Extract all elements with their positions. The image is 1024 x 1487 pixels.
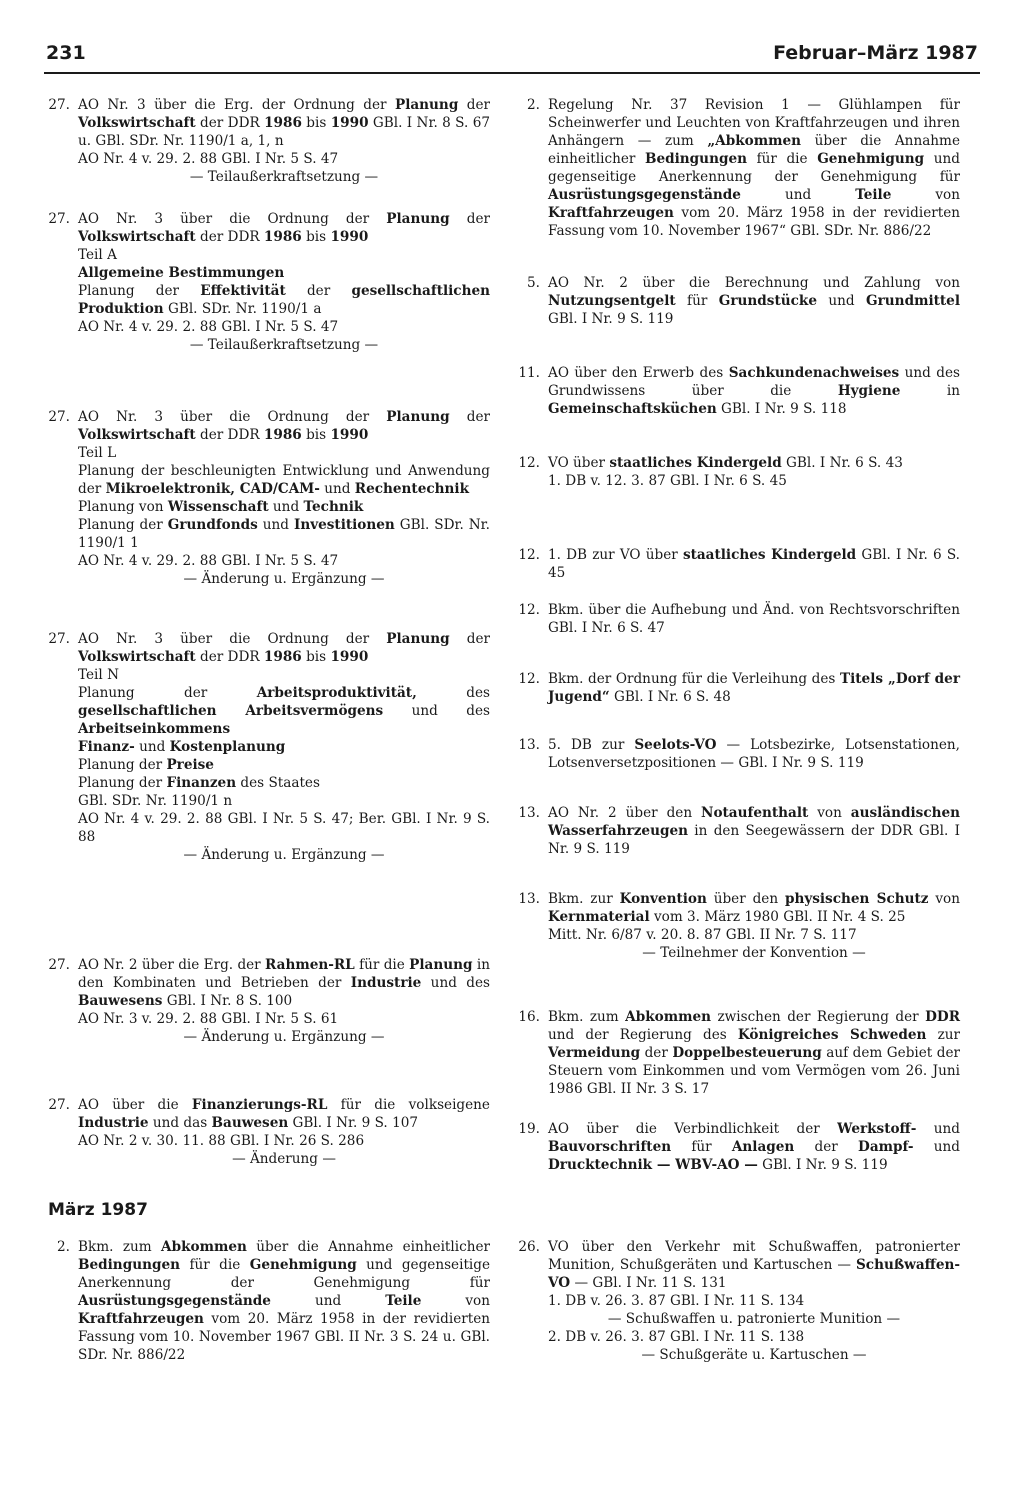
entry xyxy=(44,1096,490,1168)
text-run: bis xyxy=(301,115,331,131)
entry-day: 19. xyxy=(518,1121,540,1137)
entry-line xyxy=(78,792,490,810)
bold-term: Doppelbesteuerung xyxy=(672,1045,822,1061)
entry-status: — Änderung u. Ergänzung — xyxy=(183,1029,385,1045)
text-run: GBl. I Nr. 8 S. 100 xyxy=(162,993,293,1009)
bold-term: 1986 xyxy=(263,427,302,443)
entry-line xyxy=(78,516,490,552)
bold-term: Grundmittel xyxy=(866,293,960,309)
entry-line xyxy=(78,96,490,150)
entry xyxy=(44,630,490,864)
entry-line xyxy=(548,1120,960,1174)
text-run: und xyxy=(270,1293,386,1309)
bold-term: staatliches Kindergeld xyxy=(609,455,782,471)
entry xyxy=(514,96,960,240)
text-run: für xyxy=(675,293,719,309)
bold-term: Volkswirtschaft xyxy=(78,649,196,665)
text-run: AO Nr. 3 über die Erg. der Ordnung der xyxy=(78,97,395,113)
text-run: der xyxy=(449,631,490,647)
text-run: der DDR xyxy=(195,427,264,443)
entry-line xyxy=(78,498,490,516)
entry-line xyxy=(548,1238,960,1292)
entry-day: 2. xyxy=(527,97,540,113)
bold-term: Mikroelektronik, CAD/CAM- xyxy=(105,481,320,497)
text-run: AO über den Erwerb des xyxy=(548,365,729,381)
bold-term: Volkswirtschaft xyxy=(78,229,196,245)
bold-term: 1986 xyxy=(263,229,302,245)
text-run: Bkm. zum xyxy=(548,1009,626,1025)
bold-term: gesellschaftlichen Produktion xyxy=(78,283,490,317)
bold-term: Finanzen xyxy=(166,775,237,791)
entry-status: — Änderung u. Ergänzung — xyxy=(183,847,385,863)
entry xyxy=(44,956,490,1046)
bold-term: 1986 xyxy=(263,649,302,665)
text-run: AO über die xyxy=(78,1097,192,1113)
bold-term: Arbeitsproduktivität, xyxy=(256,685,417,701)
text-run: und des xyxy=(421,975,490,991)
bold-term: Finanz- xyxy=(78,739,135,755)
text-run: AO Nr. 4 v. 29. 2. 88 GBl. I Nr. 5 S. 47; Ber. GBl. I Nr. 9 S. 88 xyxy=(78,811,490,845)
entry-status: — Teilnehmer der Konvention — xyxy=(642,945,866,961)
text-run: und xyxy=(134,739,170,755)
text-run: Bkm. über die Aufhebung und Änd. von Rechtsvorschriften GBl. I Nr. 6 S. 47 xyxy=(548,602,960,636)
entry xyxy=(514,670,960,706)
text-run: 5. DB zur xyxy=(548,737,635,753)
page-header xyxy=(44,38,980,74)
bold-term: Planung xyxy=(386,409,450,425)
text-run: GBl. I Nr. 6 S. 48 xyxy=(609,689,731,705)
bold-term: Ausrüstungsgegenstände xyxy=(78,1293,271,1309)
entry-line xyxy=(548,546,960,582)
bold-term: ausländischen Wasserfahrzeugen xyxy=(548,805,961,839)
bold-term: Notaufenthalt xyxy=(701,805,809,821)
bold-term: Rechentechnik xyxy=(354,481,469,497)
bold-term: Werkstoff- xyxy=(837,1121,917,1137)
text-run: — Schußwaffen u. patronierte Munition — xyxy=(607,1311,901,1327)
bold-term: Titels „Dorf der Jugend“ xyxy=(548,671,960,705)
entry-day: 11. xyxy=(518,365,540,381)
text-run: — Lotsbezirke, Lotsenstationen, Lotsenversetzpositionen — GBl. I Nr. 9 S. 119 xyxy=(548,737,960,771)
bold-term: Kostenplanung xyxy=(169,739,286,755)
bold-term: 1986 xyxy=(264,115,302,131)
bold-term: Sachkundenachweises xyxy=(728,365,900,381)
entry-status: — Teilaußerkraftsetzung — xyxy=(189,169,379,185)
entry-line xyxy=(548,670,960,706)
section-title: März 1987 xyxy=(48,1200,148,1220)
entry-day: 26. xyxy=(518,1239,540,1255)
text-run: und xyxy=(319,481,355,497)
entry-day: 16. xyxy=(518,1009,540,1025)
entry-day: 2. xyxy=(57,1239,70,1255)
text-run: der DDR xyxy=(195,115,265,131)
text-run: vom 20. März 1958 in der revidierten Fassung vom 10. November 1967 GBl. II Nr. 3 S. 24 u. GBl. SDr. Nr. 886/22 xyxy=(78,1311,490,1363)
text-run: der DDR xyxy=(195,649,264,665)
entry-day: 12. xyxy=(518,547,540,563)
bold-term: Planung xyxy=(386,631,450,647)
entry xyxy=(44,210,490,354)
text-run: vom 3. März 1980 GBl. II Nr. 4 S. 25 xyxy=(649,909,906,925)
text-run: der xyxy=(449,409,490,425)
text-run: auf dem Gebiet der Steuern vom Einkommen und vom Vermögen vom 26. Juni 1986 GBl. II Nr. 3 S. 17 xyxy=(548,1045,960,1097)
bold-term: Anlagen xyxy=(731,1139,795,1155)
text-run: zwischen der Regierung der xyxy=(711,1009,926,1025)
text-run: bis xyxy=(301,427,331,443)
entry xyxy=(514,364,960,418)
text-run: AO Nr. 4 v. 29. 2. 88 GBl. I Nr. 5 S. 47 xyxy=(78,553,339,569)
entry-line xyxy=(78,1096,490,1132)
text-run: und xyxy=(257,517,294,533)
text-run: AO Nr. 2 über den xyxy=(548,805,702,821)
entry-line xyxy=(548,890,960,926)
text-run: GBl. I Nr. 6 S. 45 xyxy=(548,547,960,581)
text-run: GBl. I Nr. 9 S. 119 xyxy=(757,1157,888,1173)
text-run: Teil A xyxy=(78,247,117,263)
entry-day: 27. xyxy=(48,957,70,973)
bold-term: Volkswirtschaft xyxy=(78,427,196,443)
text-run: AO Nr. 3 v. 29. 2. 88 GBl. I Nr. 5 S. 61 xyxy=(78,1011,339,1027)
bold-term: Planung xyxy=(386,211,450,227)
entry-line xyxy=(78,462,490,498)
bold-term: Seelots-VO xyxy=(634,737,717,753)
text-run: AO Nr. 4 v. 29. 2. 88 GBl. I Nr. 5 S. 47 xyxy=(78,151,339,167)
text-run: über den xyxy=(706,891,785,907)
text-run: der xyxy=(285,283,352,299)
text-run: für die xyxy=(180,1257,250,1273)
entry-day: 12. xyxy=(518,602,540,618)
bold-term: Ausrüstungsgegenstände xyxy=(548,187,741,203)
bold-term: Teile xyxy=(855,187,892,203)
bold-term: Nutzungsentgelt xyxy=(548,293,676,309)
bold-term: Kernmaterial xyxy=(548,909,650,925)
text-run: des xyxy=(416,685,491,701)
entry-line xyxy=(78,756,490,774)
entry-status: — Änderung u. Ergänzung — xyxy=(183,571,385,587)
entry xyxy=(514,736,960,772)
bold-term: gesellschaftlichen Arbeitsvermögens xyxy=(78,703,384,719)
text-run: AO über die Verbindlichkeit der xyxy=(548,1121,838,1137)
entry-line xyxy=(78,552,490,570)
bold-term: Hygiene xyxy=(837,383,901,399)
text-run: GBl. I Nr. 9 S. 119 xyxy=(548,311,674,327)
text-run: der xyxy=(458,97,490,113)
text-run: AO Nr. 2 über die Berechnung und Zahlung von xyxy=(548,275,960,291)
entry-line xyxy=(548,472,960,490)
entry xyxy=(514,601,960,637)
text-run: Planung der xyxy=(78,757,167,773)
text-run: für die xyxy=(746,151,818,167)
entry-line xyxy=(78,282,490,318)
text-run: GBl. I Nr. 9 S. 107 xyxy=(288,1115,419,1131)
text-run: und xyxy=(268,499,304,515)
text-run: GBl. I Nr. 8 S. 67 u. GBl. SDr. Nr. 1190/1 a, 1, n xyxy=(78,115,490,149)
bold-term: DDR xyxy=(925,1009,961,1025)
bold-term: Wissenschaft xyxy=(167,499,269,515)
text-run: 1. DB v. 12. 3. 87 GBl. I Nr. 6 S. 45 xyxy=(548,473,787,489)
entry-line xyxy=(548,926,960,944)
bold-term: Bauwesen xyxy=(211,1115,289,1131)
entry-day: 27. xyxy=(48,631,70,647)
bold-term: Abkommen xyxy=(625,1009,711,1025)
bold-term: Industrie xyxy=(78,1115,149,1131)
text-run: AO Nr. 3 über die Ordnung der xyxy=(78,631,387,647)
bold-term: Dampf- xyxy=(858,1139,914,1155)
bold-term: Teile xyxy=(385,1293,422,1309)
bold-term: physischen Schutz xyxy=(784,891,929,907)
bold-term: Preise xyxy=(166,757,214,773)
text-run: Teil N xyxy=(78,667,119,683)
entry-line xyxy=(548,454,960,472)
entry xyxy=(514,804,960,858)
entry-line xyxy=(78,264,490,282)
entry-status: — Änderung — xyxy=(232,1151,336,1167)
entry-day: 27. xyxy=(48,409,70,425)
text-run: in xyxy=(900,383,960,399)
text-run: für die xyxy=(354,957,410,973)
bold-term: Effektivität xyxy=(200,283,286,299)
bold-term: 1990 xyxy=(330,427,369,443)
entry-line xyxy=(548,96,960,240)
text-run: und xyxy=(913,1139,960,1155)
text-run: GBl. I Nr. 9 S. 118 xyxy=(716,401,847,417)
text-run: über die Annahme einheitlicher xyxy=(548,133,960,167)
bold-term: Technik xyxy=(303,499,364,515)
text-run: der xyxy=(640,1045,673,1061)
entry-line xyxy=(78,1238,490,1364)
bold-term: Bedingungen xyxy=(644,151,747,167)
text-run: zur xyxy=(926,1027,960,1043)
entry-line xyxy=(548,601,960,637)
text-run: von xyxy=(808,805,851,821)
text-run: der DDR xyxy=(195,229,264,245)
bold-term: Grundfonds xyxy=(167,517,258,533)
text-run: in den Kombinaten und Betrieben der xyxy=(78,957,490,991)
entry xyxy=(514,454,960,490)
entry-line xyxy=(78,956,490,1010)
text-run: Teil L xyxy=(78,445,117,461)
entry-line xyxy=(78,444,490,462)
entry xyxy=(44,96,490,186)
entry-line xyxy=(78,684,490,738)
bold-term: Planung xyxy=(409,957,473,973)
entry xyxy=(514,546,960,582)
text-run: GBl. I Nr. 6 S. 43 xyxy=(781,455,903,471)
text-run: und xyxy=(916,1121,960,1137)
entry-line xyxy=(548,804,960,858)
bold-term: Investitionen xyxy=(293,517,395,533)
text-run: 1. DB v. 26. 3. 87 GBl. I Nr. 11 S. 134 xyxy=(548,1293,805,1309)
text-run: — GBl. I Nr. 11 S. 131 xyxy=(570,1275,727,1291)
bold-term: Abkommen xyxy=(161,1239,247,1255)
entry-line xyxy=(78,810,490,846)
entry-line xyxy=(548,736,960,772)
text-run: bis xyxy=(301,649,331,665)
entry-day: 27. xyxy=(48,1097,70,1113)
text-run: für die volkseigene xyxy=(327,1097,490,1113)
entry xyxy=(514,890,960,962)
text-run: für xyxy=(671,1139,732,1155)
text-run: Planung der xyxy=(78,775,167,791)
entry xyxy=(514,1238,960,1364)
bold-term: Volkswirtschaft xyxy=(78,115,196,131)
entry-line xyxy=(78,666,490,684)
bold-term: Bedingungen xyxy=(78,1257,180,1273)
text-run: über die Annahme einheitlicher xyxy=(246,1239,490,1255)
bold-term: Planung xyxy=(394,97,459,113)
text-run: AO Nr. 2 über die Erg. der xyxy=(78,957,266,973)
text-run: GBl. SDr. Nr. 1190/1 n xyxy=(78,793,233,809)
entry-line xyxy=(78,1010,490,1028)
text-run: Planung der xyxy=(78,283,201,299)
text-run: und gegenseitige Anerkennung der Genehmigung für xyxy=(548,151,961,185)
page-period: Februar–März 1987 xyxy=(773,42,978,64)
text-run: AO Nr. 3 über die Ordnung der xyxy=(78,211,387,227)
bold-term: Bauwesens xyxy=(78,993,163,1009)
bold-term: Drucktechnik — WBV-AO — xyxy=(548,1157,758,1173)
text-run: des Staates xyxy=(236,775,320,791)
text-run: VO über xyxy=(548,455,610,471)
entry xyxy=(514,1120,960,1174)
text-run: vom 20. März 1958 in der revidierten Fassung vom 10. November 1967“ GBl. SDr. Nr. 886/22 xyxy=(548,205,960,239)
bold-term: Industrie xyxy=(350,975,422,991)
text-run: Bkm. zur xyxy=(548,891,620,907)
entry-line xyxy=(78,630,490,666)
entry-line xyxy=(78,408,490,444)
bold-term: 1990 xyxy=(330,115,369,131)
page-number: 231 xyxy=(46,42,86,64)
text-run: von xyxy=(928,891,960,907)
bold-term: 1990 xyxy=(330,229,369,245)
text-run: Mitt. Nr. 6/87 v. 20. 8. 87 GBl. II Nr. 7 S. 117 xyxy=(548,927,857,943)
entry xyxy=(44,408,490,588)
entry-day: 13. xyxy=(518,891,540,907)
entry-line xyxy=(548,1310,960,1328)
bold-term: Königreiches Schweden xyxy=(737,1027,927,1043)
text-run: und gegenseitige Anerkennung der Genehmigung für xyxy=(78,1257,490,1291)
text-run: bis xyxy=(301,229,331,245)
bold-term: Grundstücke xyxy=(718,293,817,309)
entry-day: 27. xyxy=(48,211,70,227)
text-run: GBl. SDr. Nr. 1190/1 1 xyxy=(78,517,491,551)
entry-line xyxy=(78,774,490,792)
entry-status: — Schußgeräte u. Kartuschen — xyxy=(641,1347,867,1363)
entry-day: 5. xyxy=(527,275,540,291)
entry-line xyxy=(548,274,960,328)
text-run: Regelung Nr. 37 Revision 1 — Glühlampen für Scheinwerfer und Leuchten von Kraftfahrzeugen und ihren Anhängern — zum xyxy=(548,97,960,149)
bold-term: Finanzierungs-RL xyxy=(191,1097,328,1113)
entry-day: 13. xyxy=(518,805,540,821)
text-run: Planung der beschleunigten Entwicklung und Anwendung der xyxy=(78,463,490,497)
bold-term: 1990 xyxy=(330,649,369,665)
entry-line xyxy=(78,210,490,246)
text-run: Planung der xyxy=(78,517,168,533)
bold-term: Allgemeine Bestimmungen xyxy=(78,265,285,281)
text-run: Planung von xyxy=(78,499,168,515)
bold-term: Arbeitseinkommens xyxy=(78,721,231,737)
entry-day: 27. xyxy=(48,97,70,113)
entry-day: 13. xyxy=(518,737,540,753)
text-run: Planung der xyxy=(78,685,257,701)
text-run: GBl. SDr. Nr. 1190/1 a xyxy=(163,301,322,317)
text-run: 2. DB v. 26. 3. 87 GBl. I Nr. 11 S. 138 xyxy=(548,1329,805,1345)
text-run: VO über den Verkehr mit Schußwaffen, patronierter Munition, Schußgeräten und Kartuschen — xyxy=(548,1239,960,1273)
text-run: Bkm. der Ordnung für die Verleihung des xyxy=(548,671,840,687)
entry-day: 12. xyxy=(518,671,540,687)
entry-line xyxy=(78,246,490,264)
text-run: AO Nr. 4 v. 29. 2. 88 GBl. I Nr. 5 S. 47 xyxy=(78,319,339,335)
entry xyxy=(514,274,960,328)
entry-line xyxy=(548,1008,960,1098)
text-run: der xyxy=(794,1139,859,1155)
entry-line xyxy=(78,318,490,336)
text-run: AO Nr. 3 über die Ordnung der xyxy=(78,409,387,425)
bold-term: Kraftfahrzeugen xyxy=(548,205,674,221)
text-run: von xyxy=(891,187,960,203)
text-run: und xyxy=(816,293,867,309)
bold-term: Genehmigung xyxy=(249,1257,357,1273)
entry-line xyxy=(548,1328,960,1346)
text-run: der xyxy=(449,211,490,227)
entry xyxy=(514,1008,960,1098)
bold-term: Gemeinschaftsküchen xyxy=(548,401,717,417)
text-run: und xyxy=(740,187,856,203)
entry-line xyxy=(78,1132,490,1150)
entry-line xyxy=(548,1292,960,1310)
text-run: und des xyxy=(383,703,490,719)
text-run: AO Nr. 2 v. 30. 11. 88 GBl. I Nr. 26 S. 286 xyxy=(78,1133,365,1149)
text-run: 1. DB zur VO über xyxy=(548,547,683,563)
entry-status: — Teilaußerkraftsetzung — xyxy=(189,337,379,353)
entry-line xyxy=(548,364,960,418)
bold-term: Bauvorschriften xyxy=(548,1139,672,1155)
bold-term: Genehmigung xyxy=(817,151,925,167)
bold-term: staatliches Kindergeld xyxy=(682,547,857,563)
bold-term: „Abkommen xyxy=(707,133,802,149)
text-run: und das xyxy=(148,1115,212,1131)
bold-term: Kraftfahrzeugen xyxy=(78,1311,204,1327)
entry-day: 12. xyxy=(518,455,540,471)
text-run: und des Grundwissens über die xyxy=(548,365,960,399)
text-run: in den Seegewässern der DDR GBl. I Nr. 9 S. 119 xyxy=(548,823,960,857)
entry-line xyxy=(78,738,490,756)
bold-term: Schußwaffen-VO xyxy=(548,1257,960,1291)
bold-term: Vermeidung xyxy=(548,1045,641,1061)
text-run: von xyxy=(421,1293,490,1309)
bold-term: Rahmen-RL xyxy=(265,957,355,973)
bold-term: Konvention xyxy=(619,891,707,907)
entry xyxy=(44,1238,490,1364)
text-run: Bkm. zum xyxy=(78,1239,162,1255)
text-run: und der Regierung des xyxy=(548,1027,738,1043)
entry-line xyxy=(78,150,490,168)
